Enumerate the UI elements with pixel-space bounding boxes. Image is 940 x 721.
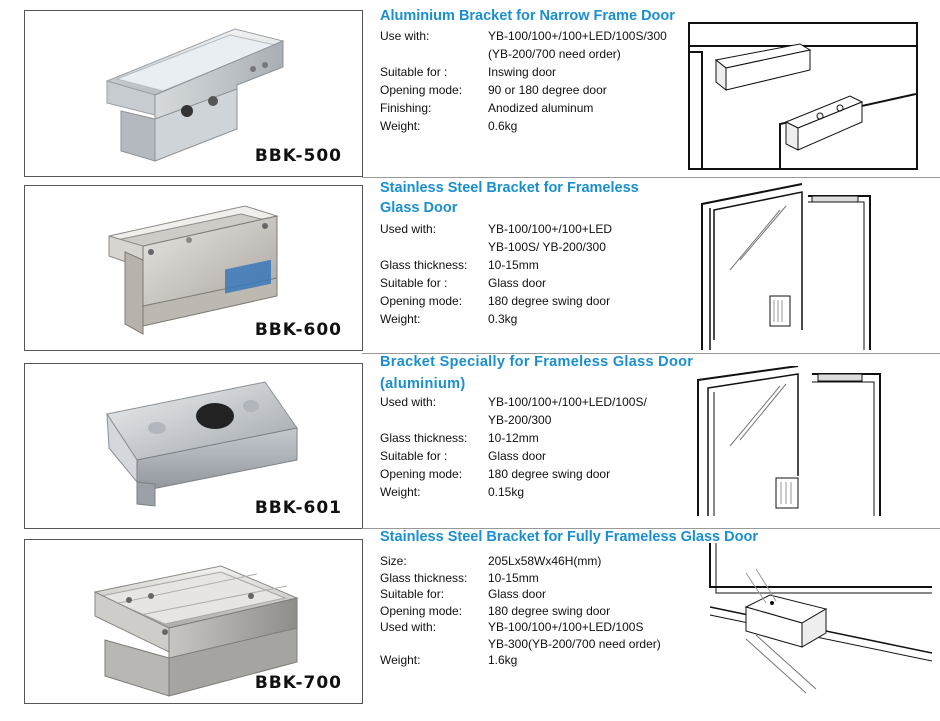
title-line: (aluminium) [380, 376, 466, 392]
model-number: BBK-600 [254, 320, 342, 340]
product-row-bbk-700: BBK-700 Stainless Steel Bracket for Fully Frameless Glass Door Size: 205Lx58Wx46H(mm) Glass thickness: 10-15mm Suitable for: Glass door Opening mode: 180 degree swing door Used with: YB-100/100+/100+LED/100S YB-300(YB-200/700 need order) Weight: 1.6kg [0, 529, 940, 705]
door-installation-diagram-icon [706, 543, 932, 703]
model-number: BBK-500 [254, 146, 342, 166]
title-line: Stainless Steel Bracket for Frameless [380, 180, 639, 196]
installation-diagram [688, 22, 918, 170]
product-title [380, 178, 639, 218]
installation-diagram [694, 366, 890, 516]
title-line: Bracket Specially for Frameless Glass Door [380, 354, 694, 370]
door-installation-diagram-icon [690, 180, 890, 350]
product-row-bbk-600: BBK-600 Stainless Steel Bracket for Frameless Glass Door Used with: YB-100/100+/100+LED YB-100S/ YB-200/300 Glass thickness: 10-15mm Suitable for : Glass door Opening mode: 180 degree swing door Weight: 0.3kg [0, 178, 940, 354]
title-line: Stainless Steel Bracket for Fully Frameless Glass Door [380, 529, 758, 545]
product-title [380, 527, 758, 547]
installation-diagram [706, 543, 932, 703]
product-photo-frame [24, 363, 363, 529]
product-photo-frame [24, 539, 363, 704]
door-installation-diagram-icon [694, 366, 890, 516]
installation-diagram [690, 180, 890, 350]
title-line: Aluminium Bracket for Narrow Frame Door [380, 8, 675, 24]
model-number: BBK-700 [254, 673, 342, 693]
product-photo-frame [24, 185, 363, 351]
model-number: BBK-601 [254, 498, 342, 518]
product-photo-frame [24, 10, 363, 177]
product-row-bbk-601: BBK-601 Bracket Specially for Frameless Glass Door (aluminium) Used with: YB-100/100+/100+LED/100S/ YB-200/300 Glass thickness: 10-12mm Suitable for : Glass door Opening mode: 180 degree swing door Weight: 0.15kg [0, 354, 940, 530]
product-title [380, 351, 693, 395]
door-installation-diagram-icon [690, 24, 916, 168]
product-row-bbk-500: BBK-500 Aluminium Bracket for Narrow Frame Door Use with: YB-100/100+/100+LED/100S/300 (YB-200/700 need order) Suitable for : Inswing door Opening mode: 90 or 180 degree door Finishing: Anodized aluminum Weight: 0.6kg [0, 0, 940, 176]
title-line: Glass Door [380, 200, 458, 216]
product-title [380, 6, 675, 26]
